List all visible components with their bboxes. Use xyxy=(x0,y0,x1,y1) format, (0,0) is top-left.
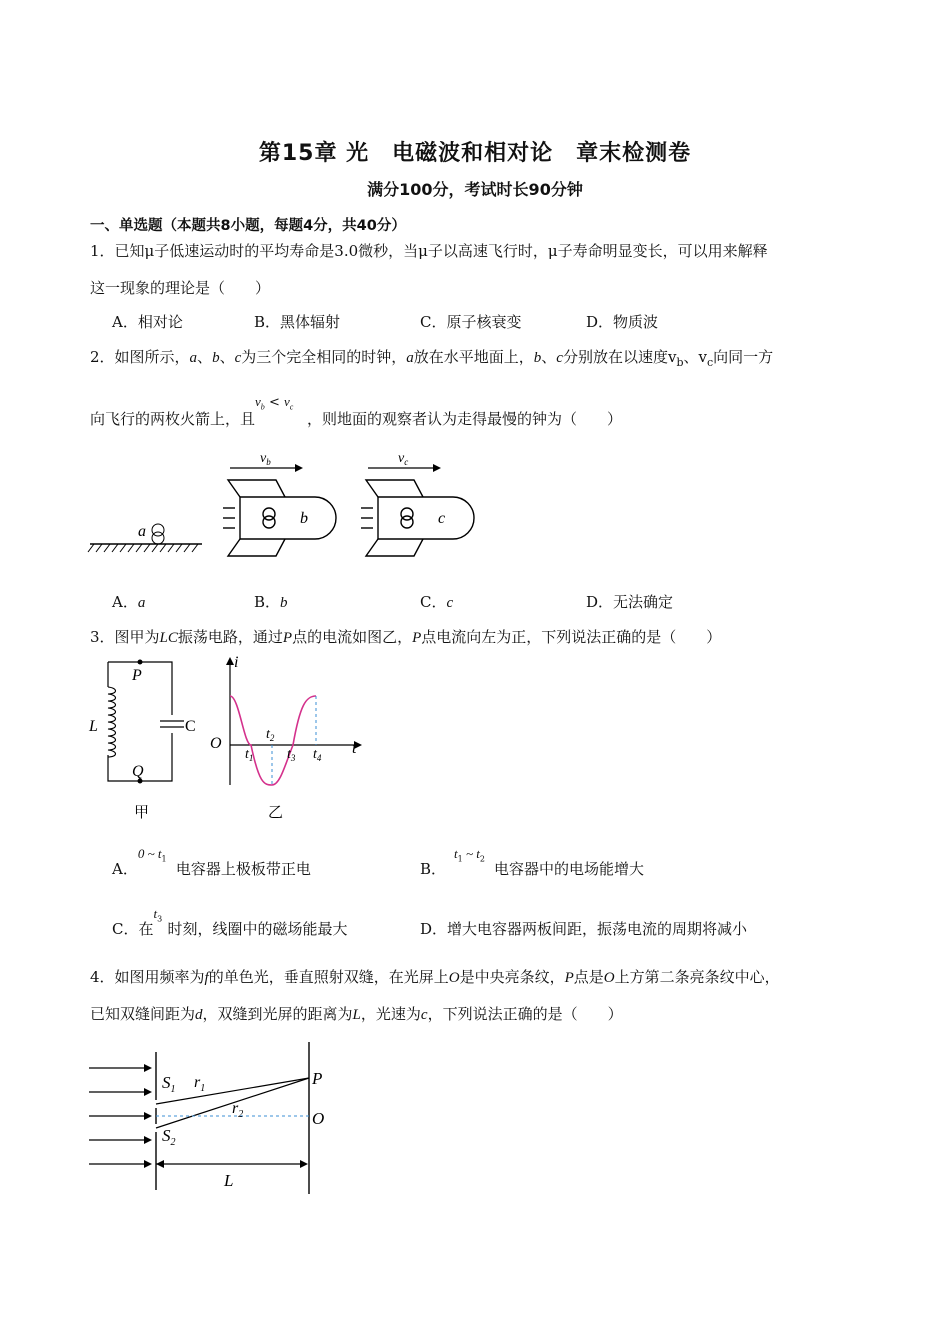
clock-a-label: a xyxy=(138,523,146,540)
velocity-inequality: $v_b < v_c$ xyxy=(255,394,294,412)
q1-stem-line2: 这一现象的理论是（ ） xyxy=(90,279,271,297)
q4-figure-double-slit xyxy=(84,1040,344,1200)
inductor-coil xyxy=(108,687,116,757)
q2-stem-line1: 2．如图所示，a、b、c为三个完全相同的时钟，a放在水平地面上，b、c分别放在以速度$v_b$、$v_c$向同一方 xyxy=(90,348,774,369)
q3-figure-lc-circuit xyxy=(84,655,374,825)
q3-option-c: C．在 $t_3$ 时刻，线圈中的磁场能最大 xyxy=(112,906,348,938)
path-r2-label: $r_2$ xyxy=(232,1100,244,1120)
origin-o-label: O xyxy=(210,735,222,752)
rocket-b-icon xyxy=(223,480,336,556)
velocity-c-label: $v_c$ xyxy=(398,451,409,467)
capacitor-c-label: C xyxy=(185,718,196,735)
point-o-label: O xyxy=(312,1109,325,1128)
distance-l-label: L xyxy=(224,1171,234,1190)
tick-t3-label: $t_3$ xyxy=(287,747,296,763)
node-q-label: Q xyxy=(132,763,144,780)
q1-option-c: C．原子核衰变 xyxy=(420,313,522,331)
q1-option-d: D．物质波 xyxy=(586,313,659,331)
q1-option-a: A．相对论 xyxy=(112,313,183,331)
rocket-b-label: b xyxy=(300,510,308,527)
q2-figure-clocks-rockets xyxy=(80,440,500,560)
rocket-c-icon xyxy=(361,480,474,556)
section-heading: 一、单选题（本题共8小题，每题4分，共40分） xyxy=(90,218,406,234)
figure-jia-label: 甲 xyxy=(134,805,150,821)
rocket-c-label: c xyxy=(438,510,446,527)
inductor-l-label: L xyxy=(89,718,98,735)
axis-t-label: t xyxy=(352,740,357,757)
q3-option-a: A． 0 ~ $t_1$ 电容器上极板带正电 xyxy=(112,846,311,878)
tick-t1-label: $t_1$ xyxy=(245,747,254,763)
clock-a-icon xyxy=(152,524,164,544)
q2-option-b: B．b xyxy=(254,593,288,611)
q2-option-a: A．a xyxy=(112,593,146,611)
page-subtitle: 满分100分，考试时长90分钟 xyxy=(367,180,583,199)
q1-stem-line1: 1．已知μ子低速运动时的平均寿命是3.0微秒，当μ子以高速飞行时，μ子寿命明显变长，可以用来解释 xyxy=(90,242,768,260)
axis-i-label: i xyxy=(234,655,239,671)
velocity-b-label: $v_b$ xyxy=(260,451,271,467)
tick-t2-label: $t_2$ xyxy=(266,727,275,743)
q3-option-b: B． $t_1$ ~ $t_2$ 电容器中的电场能增大 xyxy=(420,846,645,878)
q1-option-b: B．黑体辐射 xyxy=(254,313,341,331)
q2-option-d: D．无法确定 xyxy=(586,593,674,611)
page-title: 第15章 光 电磁波和相对论 章末检测卷 xyxy=(258,141,692,166)
node-p-label: P xyxy=(132,667,142,684)
q4-stem-line1: 4．如图用频率为f的单色光，垂直照射双缝，在光屏上O是中央亮条纹，P点是O上方第二条亮条纹中心， xyxy=(90,968,780,986)
figure-yi-label: 乙 xyxy=(268,805,284,821)
q3-option-d: D．增大电容器两板间距，振荡电流的周期将减小 xyxy=(420,920,748,938)
point-p-label: P xyxy=(312,1069,323,1088)
tick-t4-label: $t_4$ xyxy=(313,747,322,763)
q3-stem: 3．图甲为LC振荡电路，通过P点的电流如图乙，P点电流向左为正，下列说法正确的是（ ） xyxy=(90,628,722,646)
q2-option-c: C．c xyxy=(420,593,454,611)
slit-s1-label: $S_1$ xyxy=(162,1073,176,1095)
path-r1-label: $r_1$ xyxy=(194,1074,206,1094)
q2-stem-line2: 向飞行的两枚火箭上，且 $v_b < v_c$ ，则地面的观察者认为走得最慢的钟为（ ） xyxy=(90,394,623,428)
q4-stem-line2: 已知双缝间距为d，双缝到光屏的距离为L，光速为c，下列说法正确的是（ ） xyxy=(90,1005,623,1023)
slit-s2-label: $S_2$ xyxy=(162,1126,176,1148)
